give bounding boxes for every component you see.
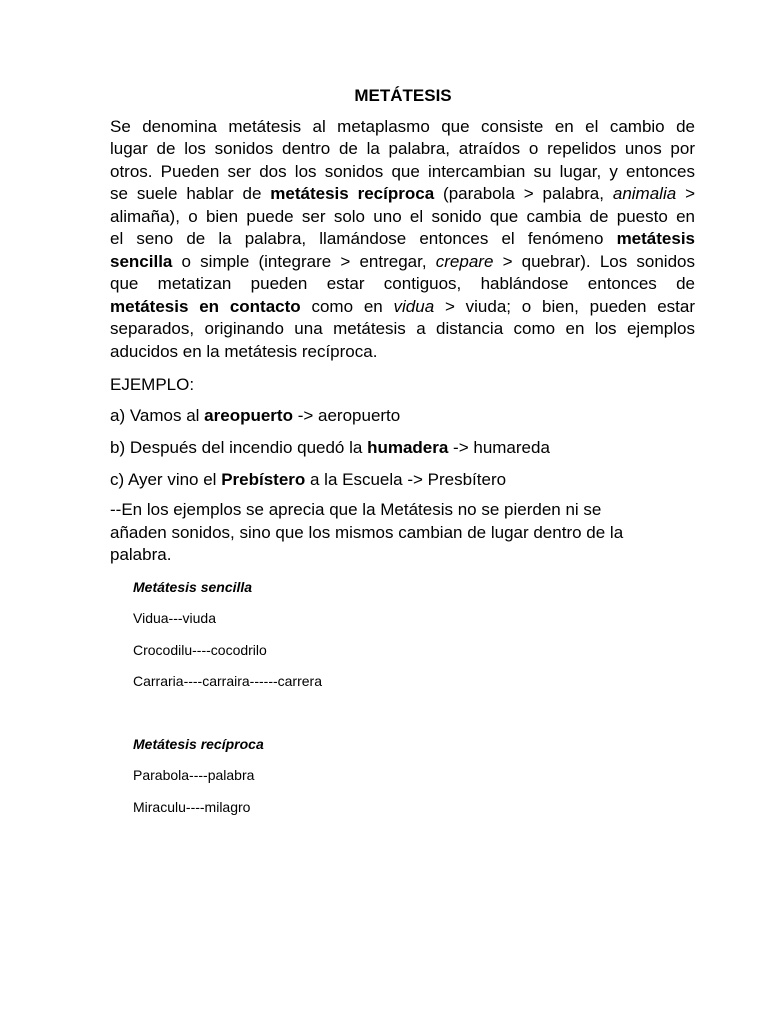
intro-line: aducidos en la metátesis recíproca.	[110, 341, 378, 361]
latin-word: animalia	[612, 184, 677, 204]
list-item: Vidua---viuda	[133, 610, 217, 626]
example-text: c) Ayer vino el	[110, 470, 222, 489]
example-c	[110, 469, 506, 491]
intro-line	[110, 251, 695, 273]
conclusion-line: --En los ejemplos se aprecia que la Metátesis no se pierden ni se	[110, 500, 602, 519]
intro-line	[110, 228, 695, 250]
example-text: b) Después del incendio quedó la	[110, 438, 368, 457]
page-title: METÁTESIS	[354, 86, 452, 105]
term-metatesis-en-contacto: metátesis en contacto	[110, 296, 301, 316]
intro-line	[110, 296, 695, 318]
term-sencilla: sencilla	[110, 251, 173, 271]
list-item: Crocodilu----cocodrilo	[133, 642, 267, 658]
intro-text: o simple (integrare > entregar,	[172, 251, 436, 271]
intro-text: como en	[300, 296, 394, 316]
intro-line: Se denomina metátesis al metaplasmo que consiste en el cambio de	[110, 117, 695, 136]
list-item: Miraculu----milagro	[133, 799, 251, 815]
latin-word: crepare	[435, 251, 494, 271]
intro-line	[110, 183, 695, 205]
intro-text: el seno de la palabra, llamándose entonces el fenómeno	[110, 229, 617, 249]
conclusion-line: añaden sonidos, sino que los mismos cambian de lugar dentro de la	[110, 522, 624, 542]
intro-text: > quebrar). Los sonidos	[493, 251, 695, 271]
intro-text: >	[676, 184, 695, 204]
example-text: -> humareda	[448, 438, 550, 457]
latin-word: vidua	[393, 296, 435, 316]
example-b	[110, 437, 550, 459]
example-text: -> aeropuerto	[292, 406, 401, 425]
term-metatesis: metátesis	[616, 229, 695, 249]
example-word: humadera	[367, 438, 449, 457]
examples-heading: EJEMPLO:	[110, 375, 195, 394]
intro-line: alimaña), o bien puede ser solo uno el sonido que cambia de puesto en	[110, 206, 695, 226]
intro-line: otros. Pueden ser dos los sonidos que intercambian su lugar, y entonces	[110, 161, 695, 181]
intro-line: que metatizan pueden estar contiguos, hablándose entonces de	[110, 274, 695, 294]
reciprocal-heading: Metátesis recíproca	[133, 736, 264, 752]
example-text: a la Escuela -> Presbítero	[305, 470, 507, 489]
intro-paragraph	[110, 116, 695, 363]
list-item: Carraria----carraira------carrera	[133, 673, 322, 689]
conclusion-paragraph	[110, 499, 670, 567]
example-word: Prebístero	[221, 470, 306, 489]
conclusion-line: palabra.	[110, 545, 172, 564]
simple-heading: Metátesis sencilla	[133, 579, 253, 595]
list-item: Parabola----palabra	[133, 767, 255, 783]
example-a	[110, 405, 400, 427]
intro-text: (parabola > palabra,	[434, 184, 613, 204]
example-word: areopuerto	[204, 406, 293, 425]
intro-line: separados, originando una metátesis a distancia como en los ejemplos	[110, 319, 695, 339]
intro-text: > viuda; o bien, pueden estar	[434, 296, 695, 316]
term-metatesis-reciproca: metátesis recíproca	[270, 184, 435, 204]
example-text: a) Vamos al	[110, 406, 205, 425]
intro-line: lugar de los sonidos dentro de la palabra, atraídos o repelidos unos por	[110, 139, 695, 159]
intro-text: se suele hablar de	[110, 184, 271, 204]
